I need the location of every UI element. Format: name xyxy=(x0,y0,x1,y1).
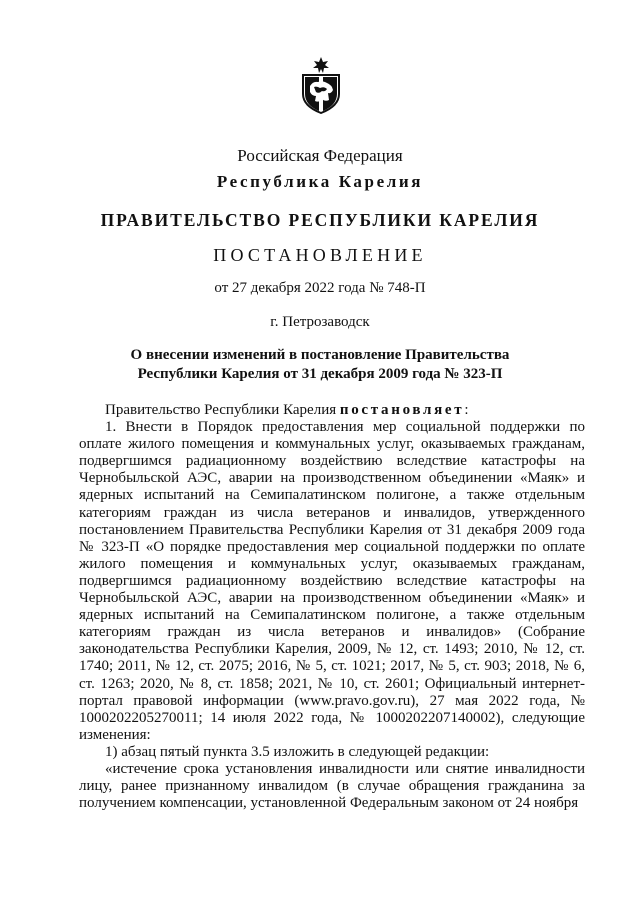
quoted-text: «истечение срока установления инвалидности или снятие инвалидности лицу, ранее признанному инвалидом (в случае обращения гражданина за получением компенсации, установленной Федеральным законом от 24 ноября xyxy=(79,760,585,812)
intro-paragraph xyxy=(79,402,585,419)
intro-suffix: : xyxy=(464,402,469,418)
intro-verb: постановляет xyxy=(339,402,465,418)
karelia-coat-of-arms-icon xyxy=(300,56,342,114)
decree-type: ПОСТАНОВЛЕНИЕ xyxy=(213,245,427,265)
subject-line-1: О внесении изменений в постановление Правительства xyxy=(130,347,510,363)
paragraph-1: 1. Внести в Порядок предоставления мер социальной поддержки по оплате жилого помещения и коммунальных услуг, оказываемых гражданам, подвергшимся радиационному воздействию вследствие катастрофы на Чернобыльской АЭС, аварии на производственном объединении «Маяк» и ядерных испытаний на Семипалатинском полигоне, а также отдельным категориям граждан из числа ветеранов и инвалидов, утвержденного постановлением Правительства Республики Карелия от 31 декабря 2009 года № 323-П «О порядке предоставления мер социальной поддержки по оплате жилого помещения и коммунальных услуг, оказываемых гражданам, подвергшимся радиационному воздействию вследствие катастрофы на Чернобыльской АЭС, аварии на производственном объединении «Маяк» и ядерных испытаний на Семипалатинском полигоне, а также отдельным категориям граждан из числа ветеранов и инвалидов» (Собрание законодательства Республики Карелия, 2009, № 12, ст. 1493; 2010, № 12, ст. 1740; 2011, № 12, ст. 2075; 2016, № 5, ст. 1021; 2017, № 5, ст. 903; 2018, № 6, ст. 1263; 2020, № 8, ст. 1858; 2021, № 10, ст. 2601; Официальный интернет-портал правовой информации (www.pravo.gov.ru), 27 мая 2022 года, № 1000202205270011; 14 июля 2022 года, № 1000202207140002), следующие изменения: xyxy=(79,419,585,743)
decree-subject xyxy=(0,346,640,384)
subject-line-2: Республики Карелия от 31 декабря 2009 года № 323-П xyxy=(137,366,503,382)
republic-name: Республика Карелия xyxy=(216,172,424,191)
country-name: Российская Федерация xyxy=(237,146,403,165)
decree-body xyxy=(79,402,585,812)
government-title: ПРАВИТЕЛЬСТВО РЕСПУБЛИКИ КАРЕЛИЯ xyxy=(100,210,540,230)
decree-date: от 27 декабря 2022 года № 748-П xyxy=(214,280,426,296)
item-1: 1) абзац пятый пункта 3.5 изложить в следующей редакции: xyxy=(105,743,490,760)
intro-prefix: Правительство Республики Карелия xyxy=(105,402,340,418)
city-name: г. Петрозаводск xyxy=(270,314,370,330)
